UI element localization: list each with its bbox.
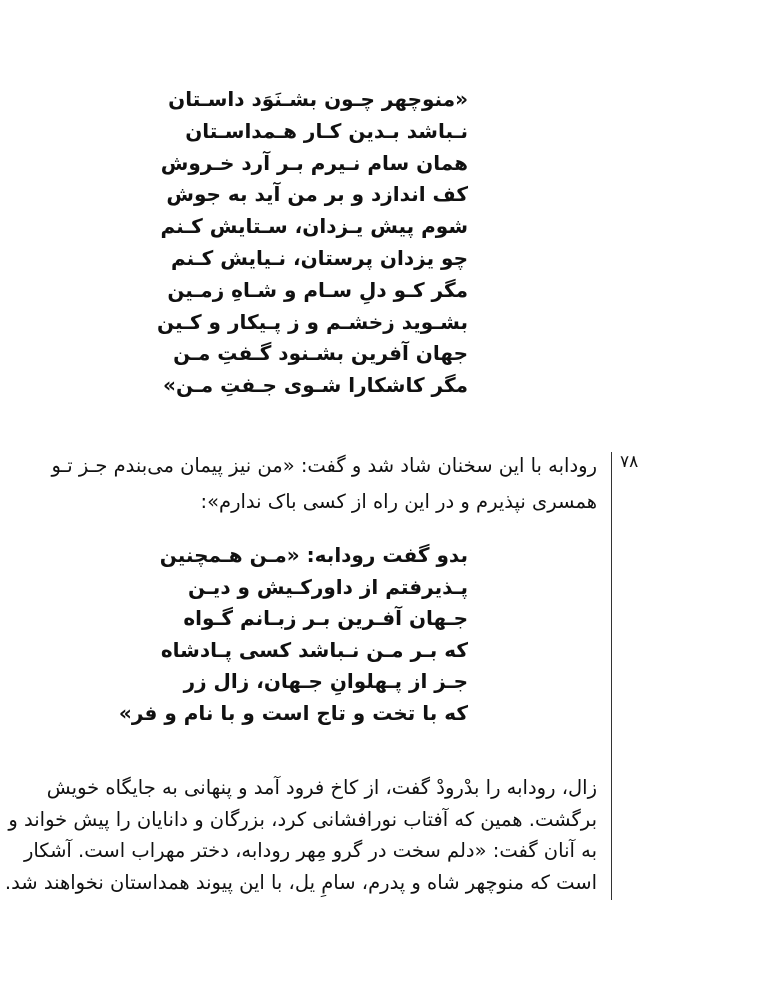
verse-line: مگر کاشکارا شـوی جـفتِ مـن» xyxy=(163,373,468,398)
verse-line: مگر کـو دلِ سـام و شـاهِ زمـین xyxy=(167,277,468,302)
verse-line: «منوچهر چـون بشـنَوَد داسـتان xyxy=(168,87,468,111)
verse-line: که بـر مـن نـباشد کسی پـادشاه xyxy=(160,637,468,662)
paragraph-1 xyxy=(51,448,597,520)
paragraph-line: زال، رودابه را بدْرودْ گفت، از کاخ فرود آمد و پنهانی به جایگاه خویش xyxy=(46,776,597,799)
verse-line: جـز از پـهلوانِ جـهان، زال زر xyxy=(183,669,468,693)
stanza-number: ۷۸ xyxy=(620,452,639,472)
paragraph-line: است که منوچهر شاه و پدرم، سامِ یل، با این پیوند همداستان نخواهند شد. xyxy=(4,870,597,894)
margin-rule xyxy=(611,452,612,900)
verse-line: همان سام نـیرم بـر آرد خـروش xyxy=(160,150,468,175)
verse-block-top xyxy=(156,84,468,402)
verse-line: بشـوید زخشـم و ز پـیکار و کـین xyxy=(156,309,468,334)
verse-line: جهان آفرین بشـنود گـفتِ مـن xyxy=(173,341,468,366)
paragraph-line: رودابه با این سخنان شاد شد و گفت: «من نیز پیمان می‌بندم جـز تـو xyxy=(51,454,597,477)
verse-line: چو یزدان پرستان، نـیایش کـنم xyxy=(170,245,468,270)
verse-line: نـباشد بـدین کـار هـمداسـتان xyxy=(185,118,468,143)
verse-block-mid xyxy=(118,540,468,729)
verse-line: جـهان آفـرین بـر زبـانم گـواه xyxy=(183,606,468,630)
verse-line: بدو گفت رودابه: «مـن هـمچنین xyxy=(159,543,468,567)
paragraph-line: برگشت. همین که آفتاب نورافشانی کرد، بزرگان و دانایان را پیش خواند و xyxy=(8,807,597,831)
paragraph-line: به آنان گفت: «دلم سخت در گرو مِهر رودابه، دختر مهراب است. آشکار xyxy=(23,839,597,862)
paragraph-line: همسری نپذیرم و در این راه از کسی باک ندارم»: xyxy=(200,490,597,513)
verse-line: کف اندازد و بر من آید به جوش xyxy=(166,182,468,207)
paragraph-2 xyxy=(4,772,597,898)
verse-line: شوم پیش یـزدان، سـتایش کـنم xyxy=(160,214,468,239)
verse-line: پـذیرفتم از داورکـیش و دیـن xyxy=(187,574,468,599)
verse-line: که با تخت و تاج است و با نام و فر» xyxy=(118,700,468,725)
